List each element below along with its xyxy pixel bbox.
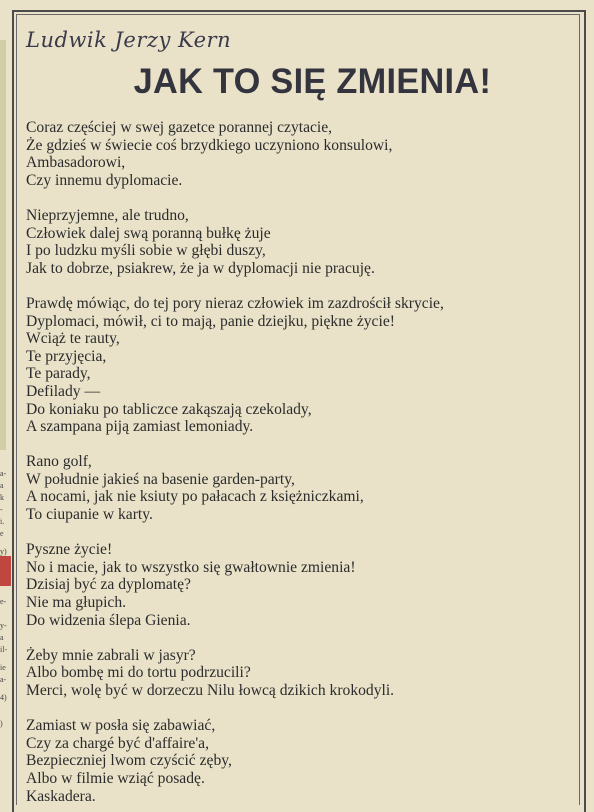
margin-fragment: a [0, 633, 4, 642]
poem-line: Merci, wolę być w dorzeczu Nilu łowcą dzikich krokodyli. [26, 682, 395, 699]
poem-line: Nie ma głupich. [26, 594, 127, 612]
stanza-gap [26, 629, 571, 647]
margin-fragment: il- [0, 645, 8, 654]
poem-line: Do widzenia ślepa Gienia. [26, 611, 191, 629]
margin-fragment: a- [0, 675, 7, 684]
poem-line: Że gdzieś w świecie coś brzydkiego uczyniono konsulowi, [26, 136, 393, 154]
margin-fragment: i. [0, 517, 5, 526]
poem-line: Człowiek dalej swą poranną bułkę żuje [26, 224, 271, 242]
poem-line: Prawdę mówiąc, do tej pory nieraz człowiek im zazdrościł skrycie, [26, 294, 444, 312]
poem-line: Dyplomaci, mówił, ci to mają, panie dziejku, piękne życie! [26, 312, 395, 330]
poem-line: Te przyjęcia, [26, 347, 107, 365]
margin-fragment: a- [0, 469, 7, 478]
stanza-gap [26, 436, 571, 454]
poem-line: I po ludzku myśli sobie w głębi duszy, [26, 242, 266, 260]
margin-fragment: a [0, 481, 4, 490]
margin-fragment: e [0, 529, 4, 538]
poem-line: To ciupanie w karty. [26, 506, 153, 524]
margin-fragment: y) [0, 547, 7, 556]
poem-line: Czy za chargé być d'affaire'a, [26, 734, 209, 752]
poem-line: Defilady — [26, 382, 101, 400]
poem-line: A szampana piją zamiast lemoniady. [26, 418, 254, 436]
poem-title-text: JAK TO SIĘ ZMIENIA! [133, 62, 491, 101]
margin-fragment: ) [0, 719, 3, 728]
margin-fragment: y- [0, 621, 7, 630]
poem-line: Jak to dobrze, psiakrew, że ja w dyplomacji nie pracuję. [26, 259, 375, 277]
poem-body [26, 119, 571, 805]
poem-line: Ambasadorowi, [26, 154, 126, 172]
stanza-gap [26, 700, 571, 718]
poem-line: Coraz częściej w swej gazetce porannej czytacie, [26, 119, 333, 136]
margin-fragment: k [0, 493, 4, 502]
stanza-gap [26, 189, 571, 207]
poem-line: Albo bombę mi do tortu podrzucili? [26, 664, 251, 682]
poem-line: Czy innemu dyplomacie. [26, 171, 183, 189]
poem-line: Kaskadera. [26, 787, 96, 805]
poem-line: Pyszne życie! [26, 541, 113, 559]
poem-line: Zamiast w posła się zabawiać, [26, 717, 216, 735]
poem-line: Nieprzyjemne, ale trudno, [26, 206, 189, 224]
poem-line: No i macie, jak to wszystko się gwałtownie zmienia! [26, 558, 356, 576]
margin-fragment: - [0, 505, 3, 514]
poem-line: Wciąż te rauty, [26, 330, 120, 348]
poem-line: W południe jakieś na basenie garden-party, [26, 470, 295, 488]
author-byline: Ludwik Jerzy Kern [26, 28, 232, 52]
neighbor-red-mark [0, 556, 11, 586]
poem-line: Do koniaku po tabliczce zakąszają czekolady, [26, 400, 312, 418]
poem-line: Rano golf, [26, 453, 92, 471]
stanza-gap [26, 277, 571, 295]
poem-line: Dzisiaj być za dyplomatę? [26, 576, 191, 594]
poem-title [0, 62, 594, 102]
poem-line: Te parady, [26, 365, 91, 383]
margin-fragment: 4) [0, 693, 7, 702]
poem-line: Żeby mnie zabrali w jasyr? [26, 646, 196, 664]
poem-line: Bezpieczniej lwom czyścić zęby, [26, 752, 232, 770]
poem-line: Albo w filmie wziąć posadę. [26, 769, 205, 787]
margin-fragment: e- [0, 597, 7, 606]
poem-line: A nocami, jak nie ksiuty po pałacach z księżniczkami, [26, 488, 364, 506]
stanza-gap [26, 524, 571, 542]
margin-fragment: ie [0, 663, 6, 672]
